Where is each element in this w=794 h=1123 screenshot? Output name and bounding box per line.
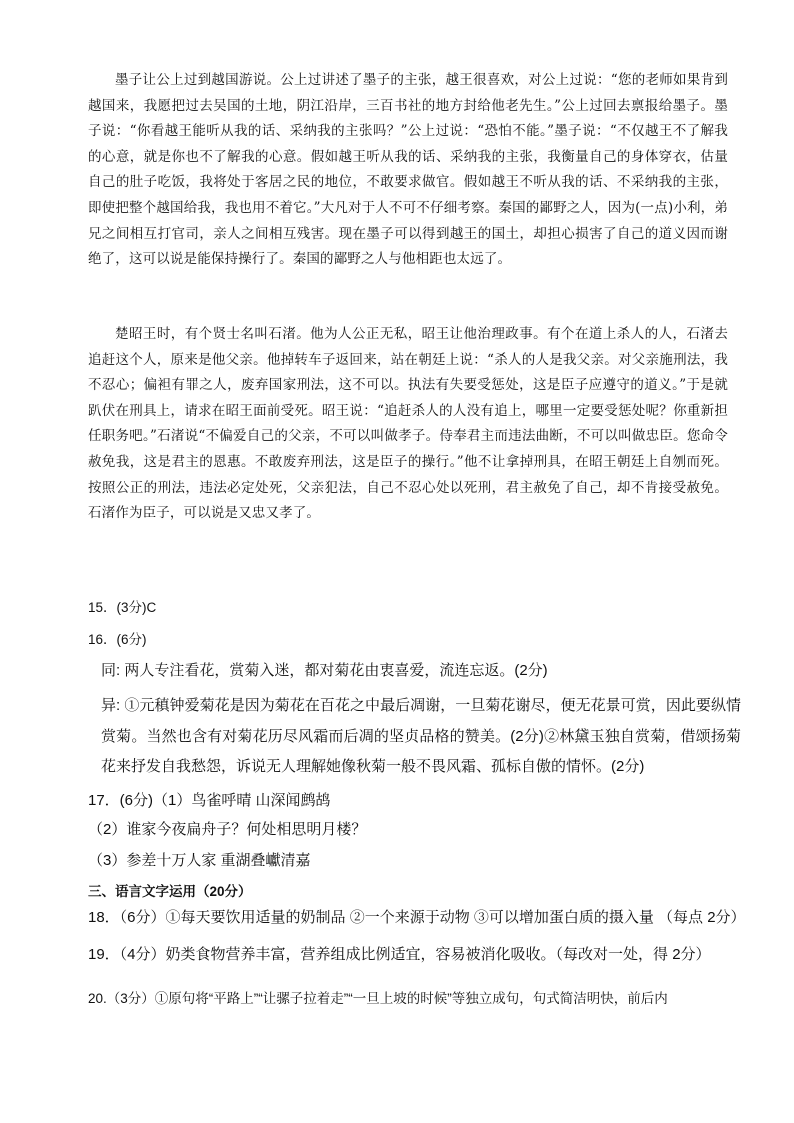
- answer-q17-3: （3）参差十万人家 重湖叠巘清嘉: [88, 852, 311, 869]
- passage-paragraph-2: [88, 322, 728, 527]
- answer-q17-1: 17．(6分)（1）鸟雀呼晴 山深闻鹧鸪: [88, 792, 331, 809]
- passage-paragraph-1: [88, 68, 728, 273]
- section-heading-language: 三、语言文字运用（20分）: [88, 884, 252, 899]
- answer-q19: 19．（4分）奶类食物营养丰富，营养组成比例适宜，容易被消化吸收。（每改对一处，得 2分）: [88, 946, 711, 963]
- answer-q15: 15．(3分)C: [88, 600, 157, 615]
- answer-q16: 16．(6分): [88, 632, 147, 647]
- passage-text-1: 墨子让公上过到越国游说。公上过讲述了墨子的主张，越王很喜欢，对公上过说：“您的老师如果肯到越国来，我愿把过去吴国的土地，阴江沿岸，三百书社的地方封给他老先生。”公上过回去禀报给墨子。墨子说：“你看越王能听从我的话、采纳我的主张吗？”公上过说：“恐怕不能。”墨子说：“不仅越王不了解我的心意，就是你也不了解我的心意。假如越王听从我的话、采纳我的主张，我衡量自己的身体穿衣，估量自己的肚子吃饭，我将处于客居之民的地位，不敢要求做官。假如越王不听从我的话、不采纳我的主张，即使把整个越国给我，我也用不着它。”大凡对于人不可不仔细考察。秦国的鄙野之人，因为(一点)小利，弟兄之间相互打官司，亲人之间相互残害。现在墨子可以得到越王的国土，却担心损害了自己的道义因而谢绝了，这可以说是能保持操行了。秦国的鄙野之人与他相距也太远了。: [88, 72, 728, 268]
- answer-q16-same: 同: 两人专注看花，赏菊入迷，都对菊花由衷喜爱，流连忘返。(2分): [101, 662, 548, 679]
- answer-q16-diff: 异: ①元稹钟爱菊花是因为菊花在百花之中最后凋谢，一旦菊花谢尽，便无花景可赏，因此要纵情赏菊。当然也含有对菊花历尽风霜而后凋的坚贞品格的赞美。(2分)②林黛玉独自赏菊，借颂扬菊花来抒发自我愁怨，诉说无人理解她像秋菊一般不畏风霜、孤标自傲的情怀。(2分): [101, 697, 741, 775]
- answer-q18: 18．（6分）①每天要饮用适量的奶制品 ②一个来源于动物 ③可以增加蛋白质的摄入量 （每点 2分）: [88, 909, 746, 926]
- answer-q20: 20.（3分）①原句将“平路上”“让骡子拉着走”“一旦上坡的时候”等独立成句，句式简洁明快，前后内: [88, 991, 668, 1006]
- answer-q17-2: （2）谁家今夜扁舟子？何处相思明月楼？: [88, 821, 367, 838]
- passage-text-2: 楚昭王时，有个贤士名叫石渚。他为人公正无私，昭王让他治理政事。有个在道上杀人的人，石渚去追赶这个人，原来是他父亲。他掉转车子返回来，站在朝廷上说：“杀人的人是我父亲。对父亲施刑法，我不忍心；偏袒有罪之人，废弃国家刑法，这不可以。执法有失要受惩处，这是臣子应遵守的道义。”于是就趴伏在刑具上，请求在昭王面前受死。昭王说：“追赶杀人的人没有追上，哪里一定要受惩处呢？你重新担任职务吧。”石渚说“不偏爱自己的父亲，不可以叫做孝子。侍奉君主而违法曲断，不可以叫做忠臣。您命令赦免我，这是君主的恩惠。不敢废弃刑法，这是臣子的操行。”他不让拿掉刑具，在昭王朝廷上自刎而死。按照公正的刑法，违法必定处死，父亲犯法，自己不忍心处以死刑，君主赦免了自己，却不肯接受赦免。石渚作为臣子，可以说是又忠又孝了。: [88, 326, 728, 522]
